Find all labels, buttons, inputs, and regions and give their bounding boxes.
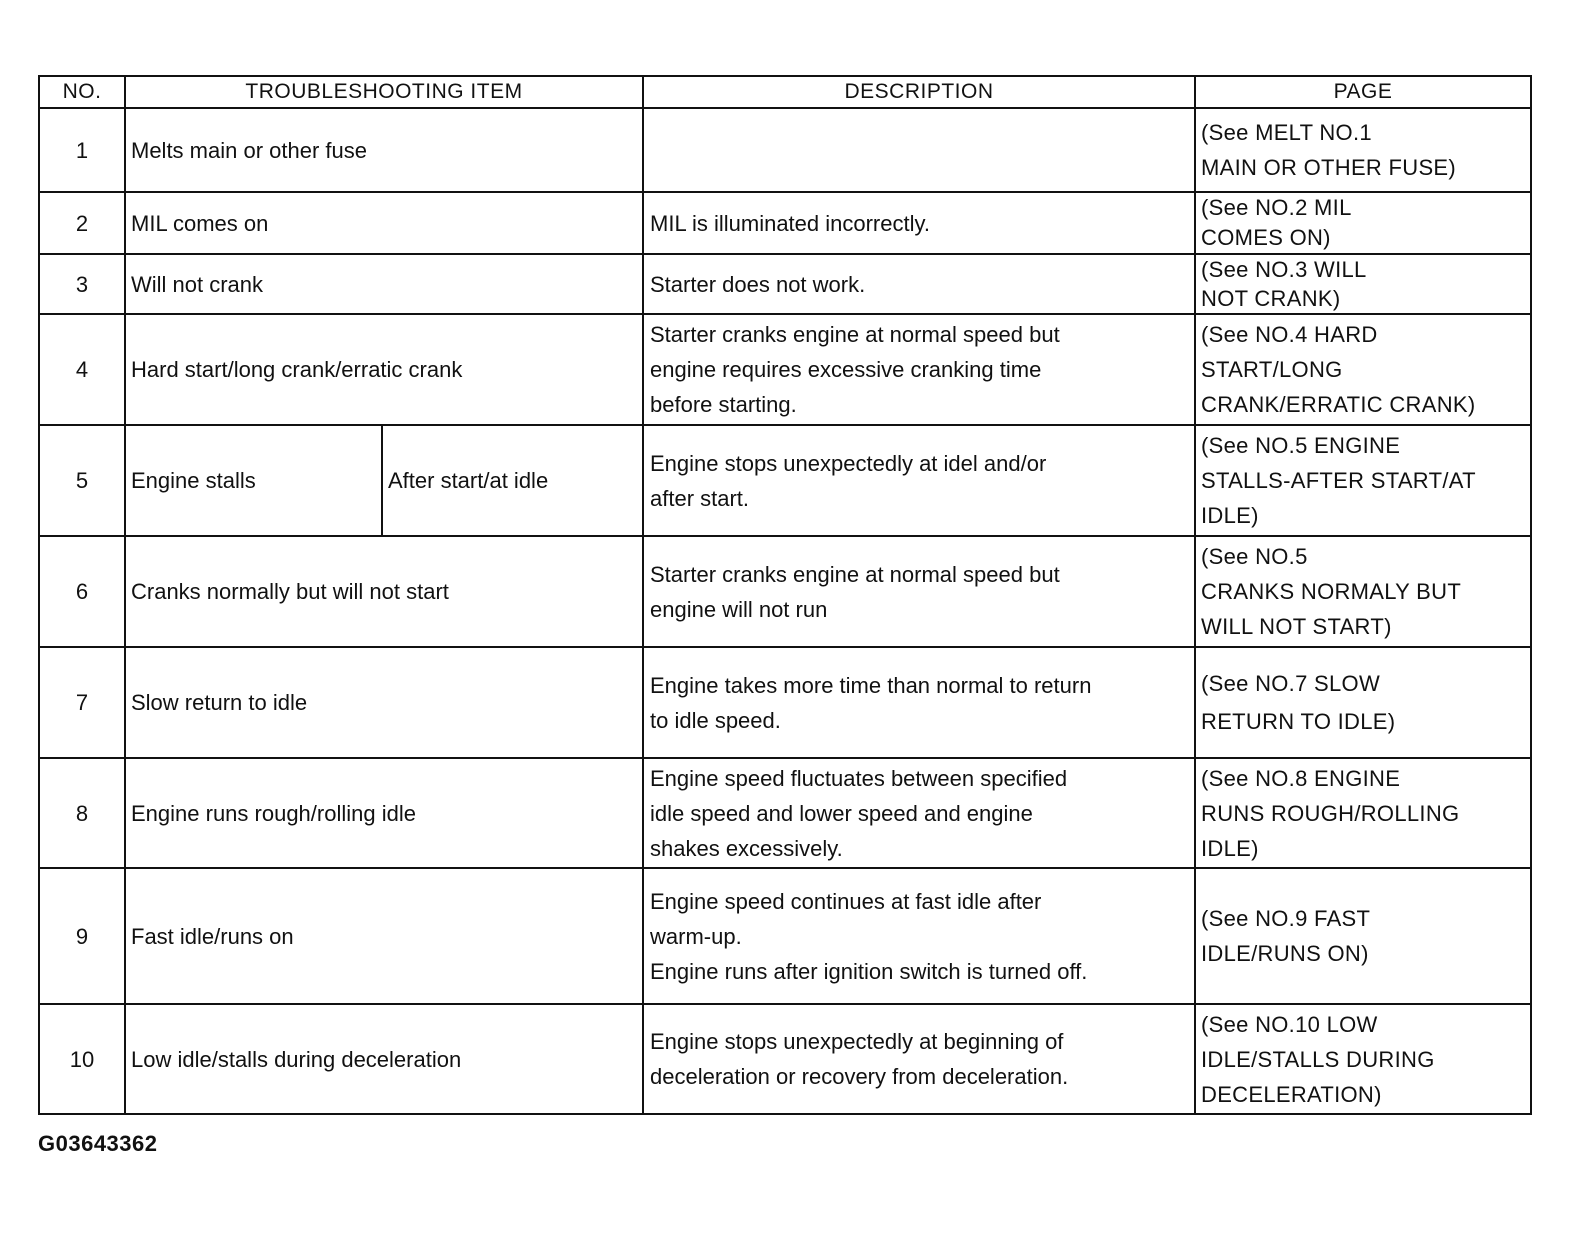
troubleshooting-item: Cranks normally but will not start [125,536,643,647]
description: Starter does not work. [643,254,1195,314]
header-troubleshooting-item: TROUBLESHOOTING ITEM [125,76,643,108]
troubleshooting-item: Engine stalls [125,425,382,536]
description: MIL is illuminated incorrectly. [643,192,1195,254]
row-number: 8 [39,758,125,868]
table-row [39,536,1531,647]
row-number: 5 [39,425,125,536]
row-number: 4 [39,314,125,425]
table-row [39,758,1531,868]
troubleshooting-item: MIL comes on [125,192,643,254]
troubleshooting-item: Low idle/stalls during deceleration [125,1004,643,1114]
troubleshooting-item: Will not crank [125,254,643,314]
header-no: NO. [39,76,125,108]
header-page: PAGE [1195,76,1531,108]
page-reference: (See MELT NO.1 MAIN OR OTHER FUSE) [1195,108,1531,192]
row-number: 1 [39,108,125,192]
troubleshooting-item: Fast idle/runs on [125,868,643,1004]
table-row [39,1004,1531,1114]
troubleshooting-item: Slow return to idle [125,647,643,758]
table-row [39,425,1531,536]
row-number: 6 [39,536,125,647]
description [643,108,1195,192]
description: Engine stops unexpectedly at idel and/or after start. [643,425,1195,536]
table-row [39,254,1531,314]
table-row [39,314,1531,425]
description: Starter cranks engine at normal speed but engine requires excessive cranking time before starting. [643,314,1195,425]
page-reference: (See NO.3 WILL NOT CRANK) [1195,254,1531,314]
page-reference: (See NO.5 ENGINE STALLS-AFTER START/AT IDLE) [1195,425,1531,536]
description: Engine speed continues at fast idle after warm-up. Engine runs after ignition switch is turned off. [643,868,1195,1004]
troubleshooting-table [38,75,1532,1115]
header-description: DESCRIPTION [643,76,1195,108]
page-reference: (See NO.5 CRANKS NORMALY BUT WILL NOT START) [1195,536,1531,647]
troubleshooting-item: Engine runs rough/rolling idle [125,758,643,868]
row-number: 9 [39,868,125,1004]
figure-code: G03643362 [38,1131,158,1156]
row-number: 2 [39,192,125,254]
row-number: 3 [39,254,125,314]
description: Engine speed fluctuates between specified idle speed and lower speed and engine shakes excessively. [643,758,1195,868]
description: Engine stops unexpectedly at beginning of deceleration or recovery from deceleration. [643,1004,1195,1114]
description: Starter cranks engine at normal speed but engine will not run [643,536,1195,647]
row-number: 10 [39,1004,125,1114]
page-reference: (See NO.7 SLOW RETURN TO IDLE) [1195,647,1531,758]
table-header-row [39,76,1531,108]
page-reference: (See NO.4 HARD START/LONG CRANK/ERRATIC CRANK) [1195,314,1531,425]
table-row [39,108,1531,192]
row-number: 7 [39,647,125,758]
troubleshooting-subitem: After start/at idle [382,425,643,536]
table-row [39,192,1531,254]
table-row [39,868,1531,1004]
page-reference: (See NO.9 FAST IDLE/RUNS ON) [1195,868,1531,1004]
page-reference: (See NO.2 MIL COMES ON) [1195,192,1531,254]
troubleshooting-item: Hard start/long crank/erratic crank [125,314,643,425]
page-reference: (See NO.8 ENGINE RUNS ROUGH/ROLLING IDLE) [1195,758,1531,868]
troubleshooting-item: Melts main or other fuse [125,108,643,192]
page-reference: (See NO.10 LOW IDLE/STALLS DURING DECELERATION) [1195,1004,1531,1114]
description: Engine takes more time than normal to return to idle speed. [643,647,1195,758]
table-row [39,647,1531,758]
